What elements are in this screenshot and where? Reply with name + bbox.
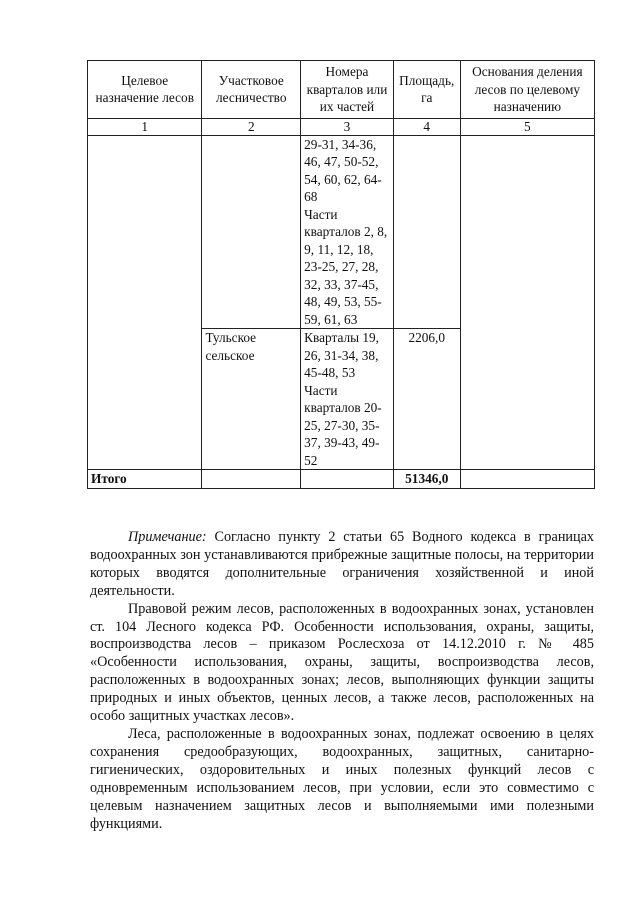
cell-area <box>393 135 460 329</box>
header-basis: Основания деления лесов по целевому назначению <box>460 61 594 119</box>
table-header-row <box>88 61 595 119</box>
cell-quarters: 29-31, 34-36, 46, 47, 50-52, 54, 60, 62, 64-68 Части кварталов 2, 8, 9, 11, 12, 18, 23-25, 27, 28, 32, 33, 37-45, 48, 49, 53, 55-59, 61, 63 <box>301 135 394 329</box>
column-number: 3 <box>301 118 394 135</box>
forest-allocation-table <box>87 60 595 489</box>
cell-basis <box>460 135 594 470</box>
column-number: 4 <box>393 118 460 135</box>
total-row <box>88 470 595 489</box>
cell-forestry: Тульское сельское <box>202 329 301 470</box>
header-area: Площадь, га <box>393 61 460 119</box>
cell-forestry <box>202 135 301 329</box>
note-label: Примечание: <box>128 529 207 545</box>
header-purpose: Целевое назначение лесов <box>88 61 202 119</box>
note-paragraph <box>90 529 594 601</box>
empty-cell <box>460 470 594 489</box>
cell-quarters: Кварталы 19, 26, 31-34, 38, 45-48, 53 Части кварталов 20-25, 27-30, 35-37, 39-43, 49-52 <box>301 329 394 470</box>
empty-cell <box>301 470 394 489</box>
header-forestry: Участковое лесничество <box>202 61 301 119</box>
total-label: Итого <box>88 470 202 489</box>
note-text: Согласно пункту 2 статьи 65 Водного кодекса в границах водоохранных зон устанавливаются прибрежные защитные полосы, на территории которых вводятся дополнительные ограничения хозяйственной и иной деятельности. <box>90 529 594 599</box>
empty-cell <box>202 470 301 489</box>
cell-purpose <box>88 135 202 470</box>
cell-area: 2206,0 <box>393 329 460 470</box>
column-number: 5 <box>460 118 594 135</box>
column-number: 2 <box>202 118 301 135</box>
column-number-row <box>88 118 595 135</box>
total-area: 51346,0 <box>393 470 460 489</box>
legal-regime-paragraph: Правовой режим лесов, расположенных в водоохранных зонах, установлен ст. 104 Лесного кодекса РФ. Особенности использования, охраны, защиты, воспроизводства лесов – приказом Рослесхоза от 14.12.2010 г. № 485 «Особенности использования, охраны, защиты, воспроизводства лесов, расположенных в водоохранных зонах; лесов, выполняющих функции защиты природных и иных объектов, ценных лесов, а также лесов, расположенных на особо защитных участках лесов». <box>90 600 594 725</box>
notes-section <box>90 529 594 833</box>
table-row <box>88 135 595 329</box>
header-quarters: Номера кварталов или их частей <box>301 61 394 119</box>
column-number: 1 <box>88 118 202 135</box>
forest-use-paragraph: Леса, расположенные в водоохранных зонах, подлежат освоению в целях сохранения средообразующих, водоохранных, защитных, санитарно-гигиенических, оздоровительных и иных полезных функций лесов с одновременным использованием лесов, при условии, если это совместимо с целевым назначением защитных лесов и выполняемыми ими полезными функциями. <box>90 725 594 832</box>
